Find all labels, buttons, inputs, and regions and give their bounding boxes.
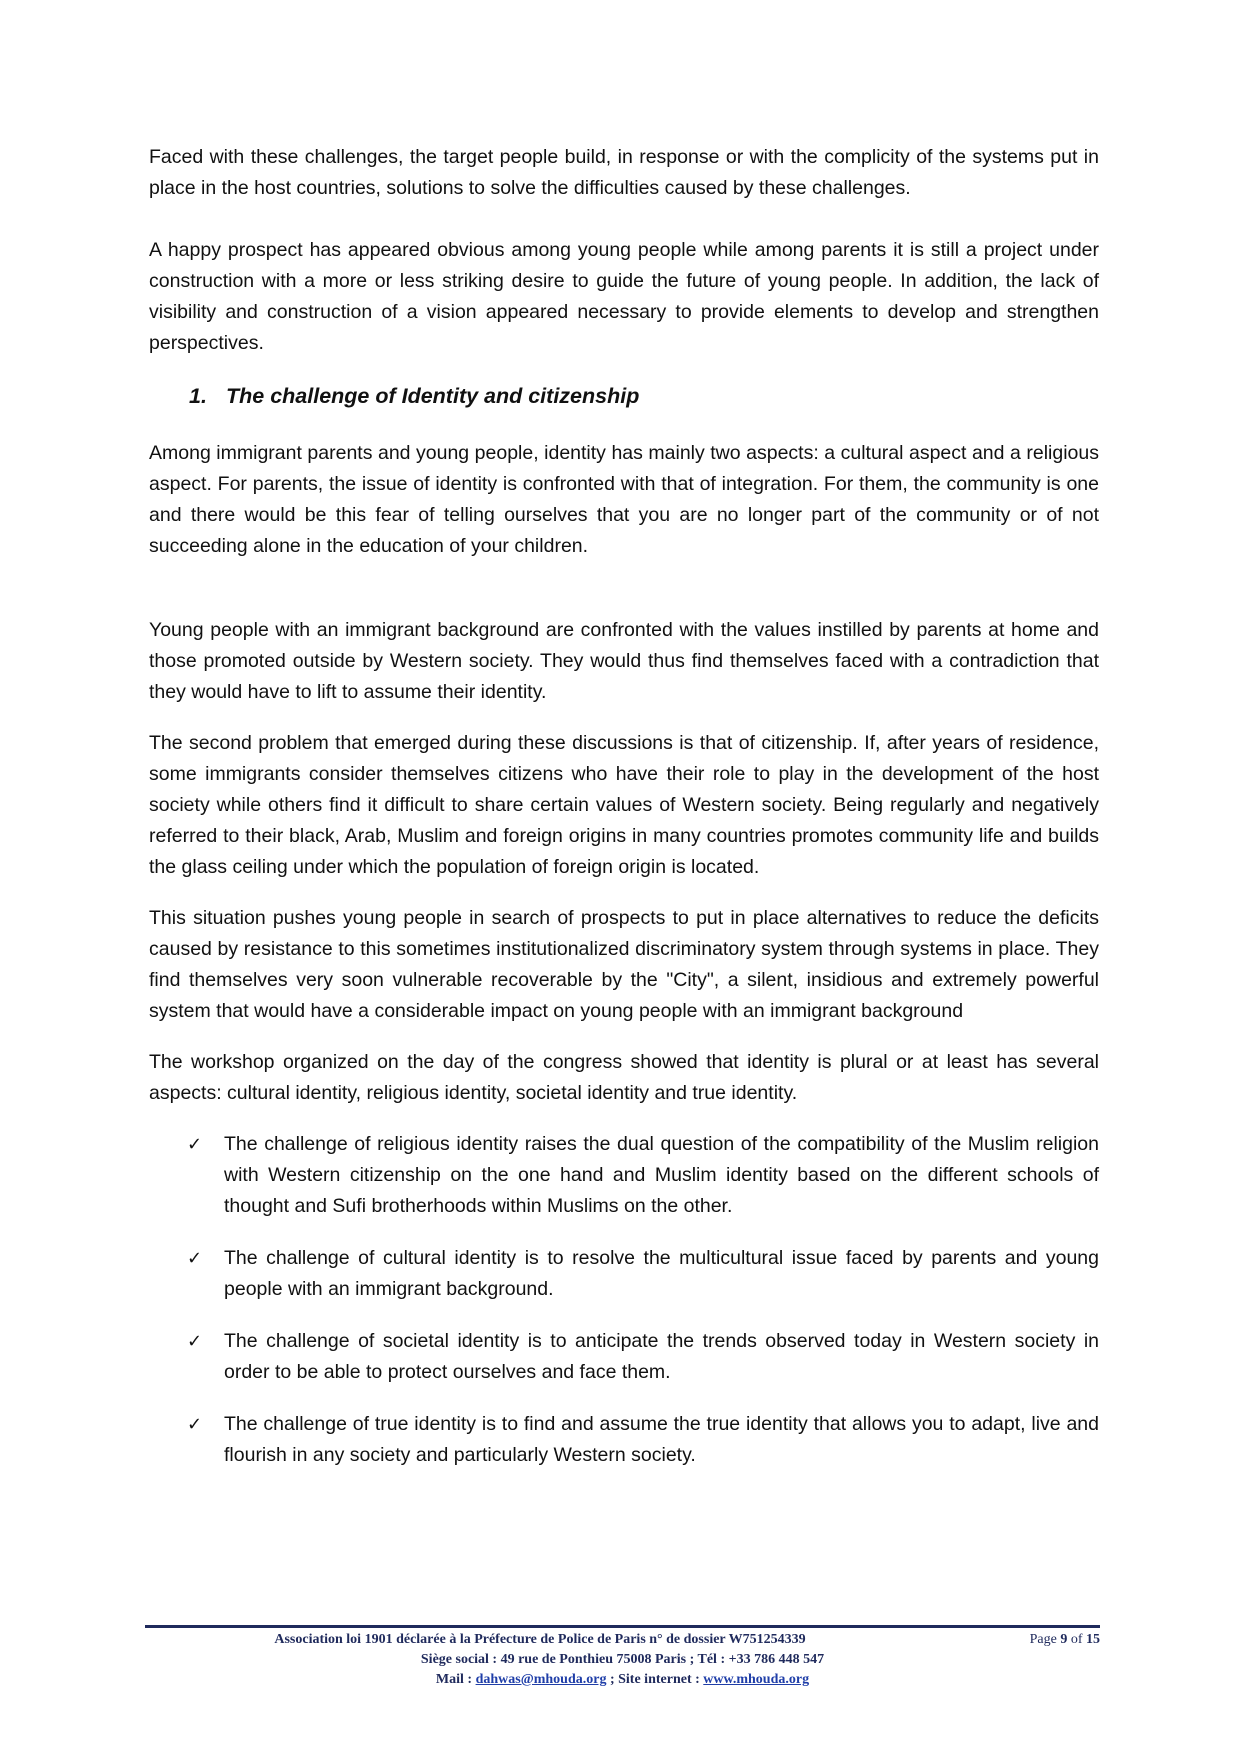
checkmark-icon: ✓: [187, 1134, 203, 1155]
footer-registration: Association loi 1901 déclarée à la Préfecture de Police de Paris n° de dossier W751254339: [274, 1632, 806, 1647]
paragraph-workshop: The workshop organized on the day of the congress showed that identity is plural or at least has several aspects: cultural identity, religious identity, societal identity and true identity.: [149, 1051, 1099, 1104]
footer-address: Siège social : 49 rue de Ponthieu 75008 Paris ; Tél : +33 786 448 547: [420, 1652, 825, 1667]
list-item-text: The challenge of societal identity is to anticipate the trends observed today in Western society in order to be able to protect ourselves and face them.: [224, 1330, 1099, 1383]
paragraph-young-people-values: Young people with an immigrant background are confronted with the values instilled by parents at home and those promoted outside by Western society. They would thus find themselves faced with a contradiction that they would have to lift to assume their identity.: [149, 619, 1099, 703]
identity-challenges-list: [149, 1129, 1099, 1471]
website-link[interactable]: www.mhouda.org: [703, 1672, 810, 1687]
footer-site-label: ; Site internet :: [606, 1672, 704, 1687]
list-item: [149, 1326, 1099, 1388]
paragraph-challenges-response: Faced with these challenges, the target people build, in response or with the complicity of the systems put in place in the host countries, solutions to solve the difficulties caused by these challenges.: [149, 146, 1099, 199]
list-item: [149, 1409, 1099, 1471]
footer-contact: [145, 1670, 1100, 1690]
checkmark-icon: ✓: [187, 1414, 203, 1435]
list-item-text: The challenge of cultural identity is to resolve the multicultural issue faced by parents and young people with an immigrant background.: [224, 1247, 1099, 1300]
checkmark-icon: ✓: [187, 1248, 203, 1269]
page-number-of: of: [1067, 1632, 1086, 1647]
email-link[interactable]: dahwas@mhouda.org: [475, 1672, 607, 1687]
paragraph-citizenship-problem: The second problem that emerged during these discussions is that of citizenship. If, after years of residence, some immigrants consider themselves citizens who have their role to play in the development of the host society while others find it difficult to share certain values of Western society. Being regularly and negatively referred to their black, Arab, Muslim and foreign origins in many countries promotes community life and builds the glass ceiling under which the population of foreign origin is located.: [149, 732, 1099, 878]
footer-mail-label: Mail :: [435, 1672, 476, 1687]
section-title: The challenge of Identity and citizenship: [226, 384, 640, 408]
list-item: [149, 1129, 1099, 1222]
page-body: [149, 142, 1099, 1492]
paragraph-situation-prospects: This situation pushes young people in search of prospects to put in place alternatives to reduce the deficits caused by resistance to this sometimes institutionalized discriminatory system through systems in place. They find themselves very soon vulnerable recoverable by the "City", a silent, insidious and extremely powerful system that would have a considerable impact on young people with an immigrant background: [149, 907, 1099, 1022]
page-number: [1030, 1630, 1100, 1650]
page-number-prefix: Page: [1029, 1632, 1061, 1647]
section-number: 1.: [189, 384, 207, 408]
list-item-text: The challenge of true identity is to find and assume the true identity that allows you to adapt, live and flourish in any society and particularly Western society.: [224, 1413, 1099, 1466]
page-number-total: 15: [1086, 1632, 1100, 1647]
page-footer: [145, 1625, 1100, 1690]
section-heading: [189, 381, 1099, 412]
paragraph-happy-prospect: A happy prospect has appeared obvious among young people while among parents it is still a project under construction with a more or less striking desire to guide the future of young people. In addition, the lack of visibility and construction of a vision appeared necessary to provide elements to develop and strengthen perspectives.: [149, 239, 1099, 354]
footer-row-registration: [145, 1630, 1100, 1650]
page-number-current: 9: [1060, 1632, 1068, 1647]
checkmark-icon: ✓: [187, 1331, 203, 1352]
paragraph-identity-aspects: Among immigrant parents and young people, identity has mainly two aspects: a cultural aspect and a religious aspect. For parents, the issue of identity is confronted with that of integration. For them, the community is one and there would be this fear of telling ourselves that you are no longer part of the community or of not succeeding alone in the education of your children.: [149, 442, 1099, 557]
list-item-text: The challenge of religious identity raises the dual question of the compatibility of the Muslim religion with Western citizenship on the one hand and Muslim identity based on the different schools of thought and Sufi brotherhoods within Muslims on the other.: [224, 1133, 1099, 1217]
list-item: [149, 1243, 1099, 1305]
